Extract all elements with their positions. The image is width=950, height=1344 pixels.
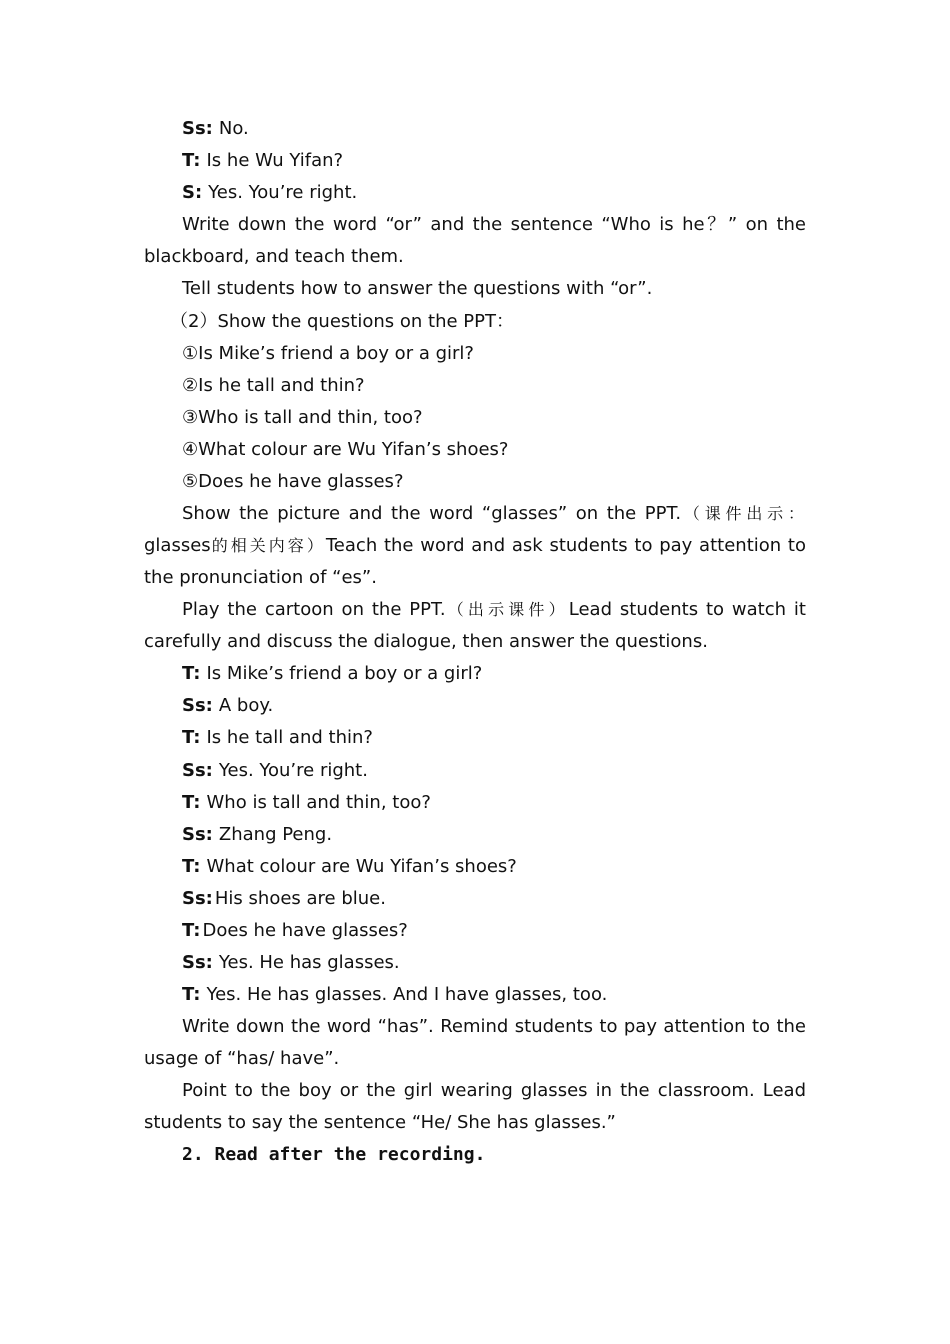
dialogue-text: Is he Wu Yifan? xyxy=(206,150,344,171)
speaker-label: Ss: xyxy=(182,952,213,973)
speaker-label: T: xyxy=(182,727,201,748)
dialogue-text: A boy. xyxy=(218,695,274,716)
dialogue-text: Is he tall and thin? xyxy=(206,727,373,748)
paragraph-line xyxy=(182,498,806,530)
dialogue-text: Who is tall and thin, too? xyxy=(206,792,431,813)
dialogue-text: Yes. You’re right. xyxy=(208,182,358,203)
text-run: Play the cartoon on the PPT. xyxy=(182,599,446,620)
speaker-label: T: xyxy=(182,663,201,684)
chinese-note: 的相关内容） xyxy=(210,536,326,555)
text-run: Lead students to watch it xyxy=(568,599,806,620)
section-heading: 2. Read after the recording. xyxy=(182,1144,486,1165)
dialogue-line xyxy=(182,755,806,787)
dialogue-text: His shoes are blue. xyxy=(214,888,386,909)
dialogue-line xyxy=(182,690,806,722)
dialogue-line xyxy=(182,851,806,883)
paragraph-line xyxy=(182,594,806,626)
dialogue-text: Yes. He has glasses. xyxy=(218,952,400,973)
paragraph-line: Tell students how to answer the questions with “or”. xyxy=(182,278,653,299)
dialogue-line xyxy=(182,915,806,947)
dialogue-line xyxy=(182,658,806,690)
speaker-label: T: xyxy=(182,792,201,813)
paragraph-line: carefully and discuss the dialogue, then answer the questions. xyxy=(144,631,708,652)
text-run: glasses xyxy=(144,535,211,556)
speaker-label: T: xyxy=(182,150,201,171)
dialogue-line xyxy=(182,787,806,819)
question-item: ③Who is tall and thin, too? xyxy=(182,407,423,428)
speaker-label: S: xyxy=(182,182,203,203)
speaker-label: T: xyxy=(182,984,201,1005)
dialogue-line xyxy=(182,113,806,145)
chinese-note: （课件出示： xyxy=(681,504,806,523)
step-heading: （2）Show the questions on the PPT： xyxy=(170,311,514,332)
dialogue-text: No. xyxy=(218,118,249,139)
question-item: ①Is Mike’s friend a boy or a girl? xyxy=(182,343,474,364)
dialogue-line xyxy=(182,145,806,177)
dialogue-text: Does he have glasses? xyxy=(202,920,408,941)
paragraph-line: blackboard, and teach them. xyxy=(144,246,404,267)
paragraph-line: Point to the boy or the girl wearing glasses in the classroom. Lead xyxy=(182,1080,806,1101)
speaker-label: T: xyxy=(182,856,201,877)
paragraph-line: students to say the sentence “He/ She has glasses.” xyxy=(144,1112,616,1133)
dialogue-text: Zhang Peng. xyxy=(218,824,333,845)
speaker-label: Ss: xyxy=(182,824,213,845)
speaker-label: T: xyxy=(182,920,201,941)
dialogue-text: Yes. You’re right. xyxy=(218,760,368,781)
question-item: ②Is he tall and thin? xyxy=(182,375,365,396)
speaker-label: Ss: xyxy=(182,695,213,716)
paragraph-line: Write down the word “has”. Remind students to pay attention to the xyxy=(182,1016,806,1037)
dialogue-line xyxy=(182,819,806,851)
dialogue-line xyxy=(182,722,806,754)
text-run: Show the picture and the word “glasses” on the PPT. xyxy=(182,503,682,524)
speaker-label: Ss: xyxy=(182,888,213,909)
text-run: Teach the word and ask students to pay attention to xyxy=(325,535,806,556)
paragraph-line: usage of “has/ have”. xyxy=(144,1048,340,1069)
question-item: ④What colour are Wu Yifan’s shoes? xyxy=(182,439,509,460)
dialogue-text: What colour are Wu Yifan’s shoes? xyxy=(206,856,517,877)
dialogue-line xyxy=(182,883,806,915)
dialogue-text: Yes. He has glasses. And I have glasses, too. xyxy=(206,984,608,1005)
dialogue-line xyxy=(182,947,806,979)
paragraph-line: Write down the word “or” and the sentence “Who is he？” on the xyxy=(182,214,806,235)
dialogue-text: Is Mike’s friend a boy or a girl? xyxy=(206,663,483,684)
dialogue-line xyxy=(182,177,806,209)
chinese-note: （出示课件） xyxy=(445,600,569,619)
question-item: ⑤Does he have glasses? xyxy=(182,471,404,492)
paragraph-line xyxy=(144,530,806,562)
paragraph-line: the pronunciation of “es”. xyxy=(144,567,377,588)
dialogue-line xyxy=(182,979,806,1011)
speaker-label: Ss: xyxy=(182,118,213,139)
speaker-label: Ss: xyxy=(182,760,213,781)
